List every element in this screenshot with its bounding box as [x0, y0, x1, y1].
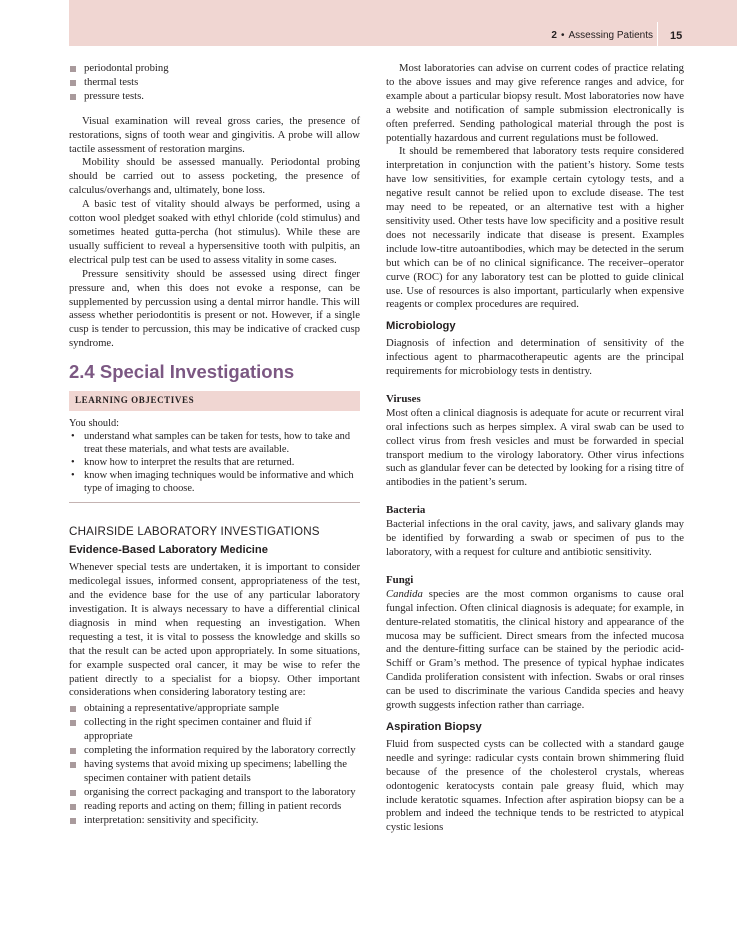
right-column [386, 62, 684, 835]
list-item: having systems that avoid mixing up specimens; labelling the specimen container with patient details [69, 758, 360, 786]
header-divider [657, 22, 658, 46]
learning-objectives-heading: LEARNING OBJECTIVES [69, 391, 360, 411]
fungi-heading: Fungi [386, 573, 414, 586]
microbiology-heading: Microbiology [386, 320, 456, 333]
paragraph: Fluid from suspected cysts can be collected with a standard gauge needle and syringe: radicular cysts contain brown shimmering fluid because of the presence of the cholesterol crystals, whereas odontogenic keratocysts contain pale greasy fluid, which may include keratotic squames. Infection after aspiration biopsy can be a problem and indeed the technique tends to be restricted to atypical cystic lesions [386, 737, 684, 834]
paragraph: A basic test of vitality should always be performed, using a cotton wool pledget soaked with ethyl chloride (cold stimulus) and sometimes heated gutta-percha (hot stimulus). While these are usually sufficient to reveal a hypersensitive tooth with pulpitis, an electrical pulp test can be used to assess vitality in some cases. [69, 198, 360, 266]
paragraph: Mobility should be assessed manually. Periodontal probing should be carried out to assess pocketing, the presence of calculus/overhangs and, ultimately, bone loss. [69, 156, 360, 197]
list-item: pressure tests. [69, 90, 360, 104]
page-number: 15 [670, 30, 683, 42]
paragraph: It should be remembered that laboratory tests require considered interpretation in conjunction with the patient’s history. Some tests have low sensitivities, for example certain cytology tests, and a negative result cannot be relied upon to exclude disease. The test may need to be repeated, or an alternative test with a higher sensitivity used. Other tests have low specificity and a positive result does not necessarily indicate that disease is present. Examples include low-titre autoantibodies, which may be detected in the serum but which can be of no clinical significance. The receiver–operator curve (ROC) for any laboratory test can be plotted to guide clinical use. Use of resources is also important, particularly when expensive reagents or complex procedures are required. [386, 145, 684, 311]
list-item: periodontal probing [69, 62, 360, 76]
learning-objectives-list [69, 430, 360, 495]
paragraph: Most often a clinical diagnosis is adequate for acute or recurrent viral oral infections such as herpes simplex. A viral swab can be used to collect virus from fresh vesicles and must be forwarded in special transport medium to the virology laboratory. Other virus infections such as glandular fever can be detected by looking for a rising titre of antibodies in the patient’s serum. [386, 406, 684, 489]
italic-term: Candida [386, 587, 423, 600]
paragraph: Bacterial infections in the oral cavity, jaws, and salivary glands may be identified by forwarding a swab or specimen of pus to the laboratory, with a request for culture and antibiotic sensitivity. [386, 518, 684, 558]
left-column [69, 62, 360, 828]
bacteria-heading: Bacteria [386, 504, 426, 517]
list-item: • know when imaging techniques would be informative and which type of imaging to choose. [69, 469, 360, 495]
ebm-heading: Evidence-Based Laboratory Medicine [69, 544, 268, 557]
paragraph-text: species are the most common organisms to cause oral fungal infection. Often clinical diagnosis is adequate; for example, in denture-related stomatitis, the clinical history and appearance of the mucosa may be sufficient. Direct smears from the infected mucosa and the denture-fitting surface can be stained by the periodic acid-Schiff or Gram’s method. The presence of typical hyphae indicates Candida proliferation consistent with infection. Swabs or oral rinses can be used to discriminate the various Candida species and heavy growth suggests infection rather than carriage. [386, 587, 684, 712]
aspiration-heading: Aspiration Biopsy [386, 720, 482, 733]
list-item: interpretation: sensitivity and specificity. [69, 814, 360, 828]
paragraph: Pressure sensitivity should be assessed using direct finger pressure and, when this does not evoke a response, can be supplemented by percussion using a dental mirror handle. This will assess whether periodontitis is present or not. However, if a single cusp is tender to percussion, this may be indicative of cracked cusp syndrome. [69, 267, 360, 350]
running-header [551, 30, 653, 41]
list-item: obtaining a representative/appropriate sample [69, 702, 360, 716]
list-item: • know how to interpret the results that are returned. [69, 456, 360, 469]
list-item: completing the information required by the laboratory correctly [69, 744, 360, 758]
list-item: reading reports and acting on them; filling in patient records [69, 800, 360, 814]
viruses-heading: Viruses [386, 392, 421, 405]
list-item: thermal tests [69, 76, 360, 90]
section-title: 2.4 Special Investigations [69, 361, 295, 383]
paragraph [386, 588, 684, 713]
paragraph: Most laboratories can advise on current codes of practice relating to the above issues and may give reference ranges and advice, for example about a particular biopsy result. Most laboratories now have a website and notification of sample submission electronically is often preferred. Sending pathological material through the post is potentially hazardous and current regulations must be followed. [386, 62, 684, 144]
learning-objectives-box [69, 391, 360, 502]
exam-list [69, 62, 360, 104]
paragraph: Diagnosis of infection and determination of sensitivity of the infectious agent to pharmacotherapeutic agents are the principal requirements for microbiology tests in dentistry. [386, 337, 684, 378]
learning-objectives-intro: You should: [69, 417, 120, 429]
considerations-list [69, 702, 360, 827]
header-separator: • [560, 30, 565, 41]
chapter-title: Assessing Patients [568, 30, 653, 41]
list-item: organising the correct packaging and transport to the laboratory [69, 786, 360, 800]
paragraph: Whenever special tests are undertaken, it is important to consider medicolegal issues, informed consent, appropriateness of the test, and the evidence base for the use of any particular laboratory investigation. It is always necessary to have a differential clinical diagnosis in mind when requesting an investigation. When requesting a test, it is vital to possess the knowledge and skills so that the result can be acted upon appropriately. In some situations, for example suspected oral cancer, it may be wise to refer the patient directly to a specialist for a biopsy. Other important considerations when considering laboratory testing are: [69, 561, 360, 699]
chapter-number: 2 [551, 30, 557, 41]
chairside-heading: CHAIRSIDE LABORATORY INVESTIGATIONS [69, 524, 320, 538]
list-item: • understand what samples can be taken for tests, how to take and treat these materials, and what tests are available. [69, 430, 360, 456]
paragraph: Visual examination will reveal gross caries, the presence of restorations, signs of tooth wear and gingivitis. A probe will allow tactile assessment of restoration margins. [69, 114, 360, 155]
list-item: collecting in the right specimen container and fluid if appropriate [69, 716, 360, 744]
